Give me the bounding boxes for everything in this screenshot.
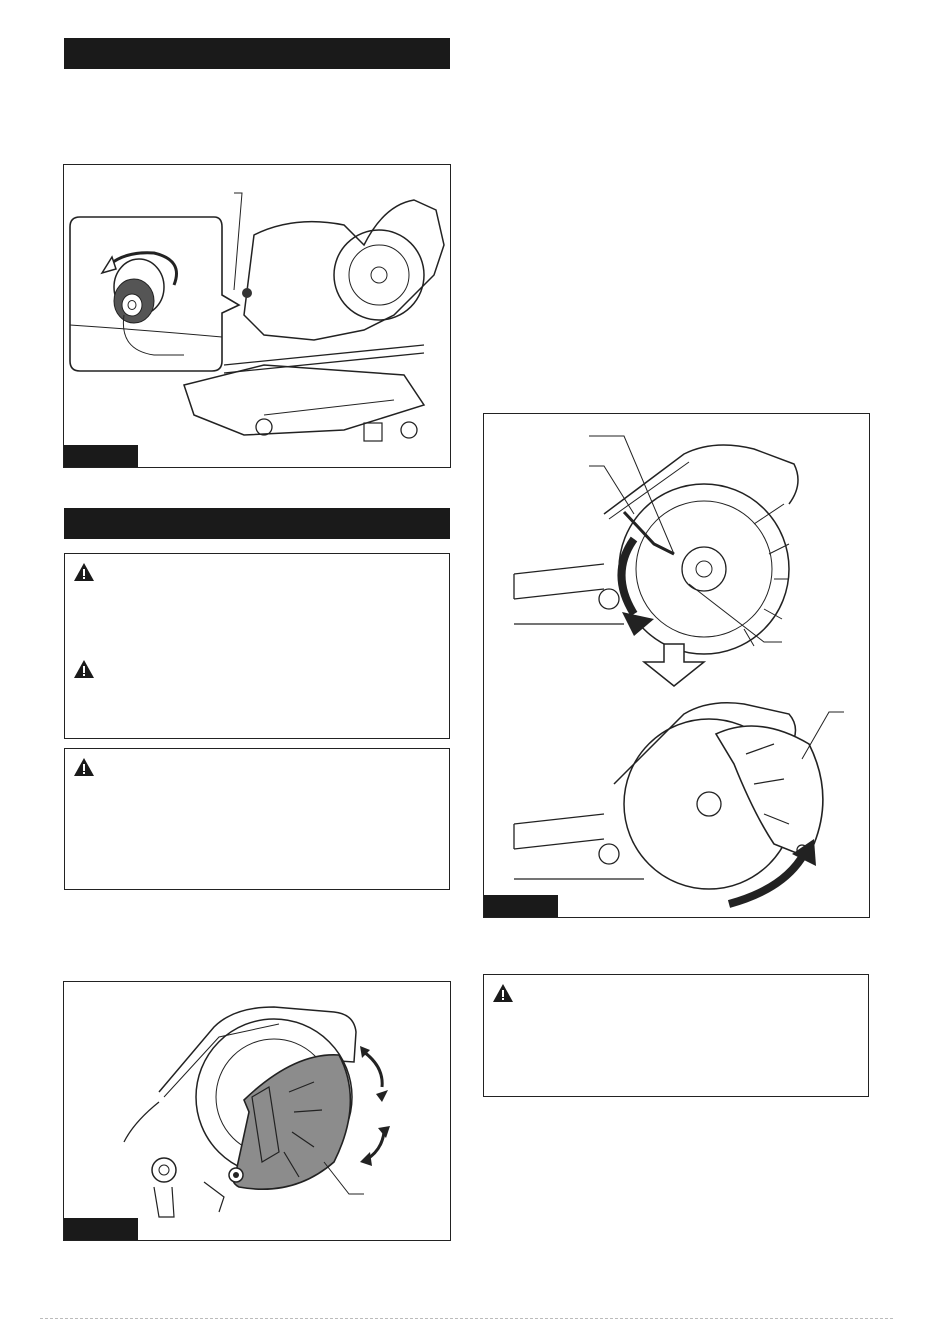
upper-guard-illustration [484, 414, 868, 916]
figure-tag [64, 445, 138, 467]
section-header-bar [64, 508, 450, 539]
warning-triangle-icon [73, 562, 95, 582]
figure-tag [484, 895, 558, 917]
figure-tag [64, 1218, 138, 1240]
lower-guard-illustration [64, 982, 449, 1239]
warning-triangle-icon [73, 757, 95, 777]
warning-triangle-icon [492, 983, 514, 1003]
figure-guard-upper-panel [483, 413, 870, 918]
warning-box [64, 553, 450, 739]
page-bottom-rule [40, 1318, 893, 1319]
saw-knob-illustration [64, 165, 449, 466]
figure-guard-lower-panel [63, 981, 451, 1241]
warning-triangle-icon [73, 659, 95, 679]
section-header-bar [64, 38, 450, 69]
warning-box [483, 974, 869, 1097]
figure-knob-panel [63, 164, 451, 468]
warning-box [64, 748, 450, 890]
